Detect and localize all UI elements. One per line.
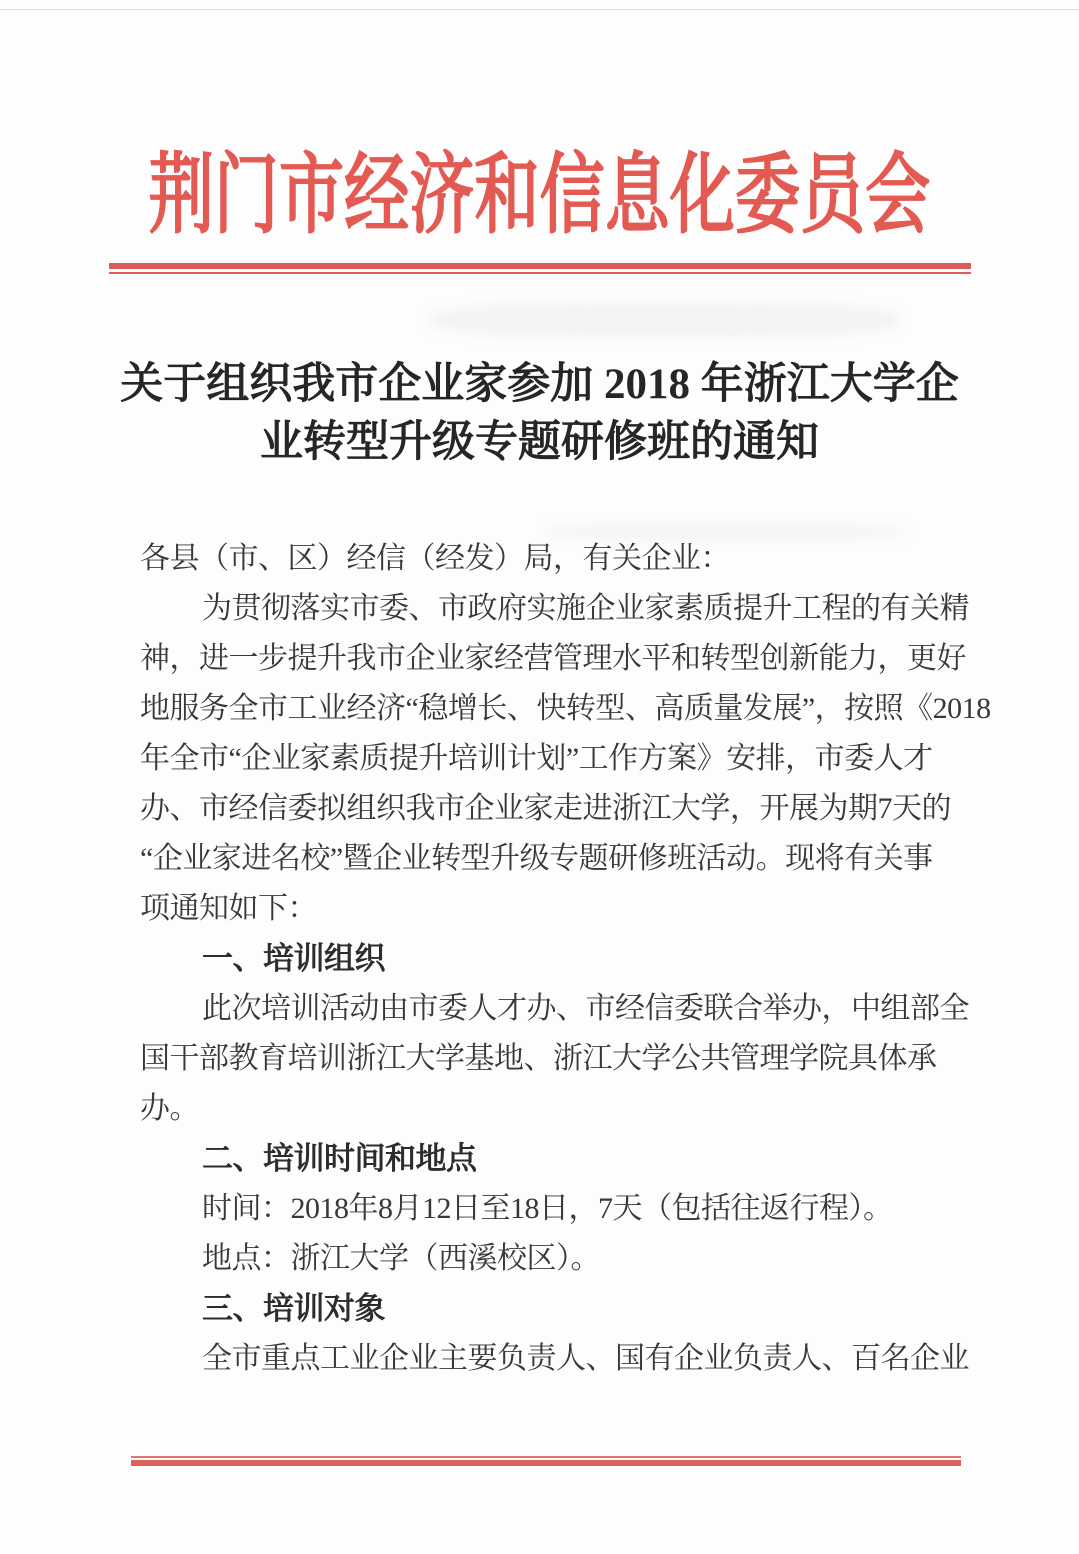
salutation: 各县（市、区）经信（经发）局，有关企业： — [140, 541, 730, 575]
intro-line: “企业家进名校”暨企业转型升级专题研修班活动。现将有关事 — [140, 841, 933, 875]
document-title-line2: 业转型升级专题研修班的通知 — [260, 418, 819, 466]
footer-rule-thick — [131, 1460, 961, 1466]
intro-line: 年全市“企业家素质提升培训计划”工作方案》安排，市委人才 — [140, 741, 933, 775]
section-1-line: 国干部教育培训浙江大学基地、浙江大学公共管理学院具体承 — [140, 1041, 937, 1075]
intro-line: 地服务全市工业经济“稳增长、快转型、高质量发展”，按照《2018 — [140, 691, 991, 725]
section-2-time-line: 时间：2018年8月12日至18日，7天（包括往返行程）。 — [202, 1191, 893, 1225]
document-title-line1: 关于组织我市企业家参加 2018 年浙江大学企 — [120, 360, 959, 408]
intro-line: 办、市经信委拟组织我市企业家走进浙江大学，开展为期7天的 — [140, 791, 951, 825]
letterhead-rule-thin — [109, 272, 971, 274]
section-2-place-line: 地点：浙江大学（西溪校区）。 — [202, 1241, 600, 1275]
scan-edge-line — [0, 9, 1079, 10]
section-heading-1: 一、培训组织 — [202, 940, 385, 976]
section-heading-3: 三、培训对象 — [202, 1290, 385, 1326]
section-1-line: 办。 — [140, 1091, 199, 1125]
agency-name: 荆门市经济和信息化委员会 — [148, 148, 931, 245]
footer-rule — [131, 1456, 961, 1466]
section-1-line: 此次培训活动由市委人才办、市经信委联合举办，中组部全 — [202, 991, 969, 1025]
intro-line: 为贯彻落实市委、市政府实施企业家素质提升工程的有关精 — [202, 591, 969, 625]
footer-rule-thin — [131, 1456, 961, 1458]
section-heading-2: 二、培训时间和地点 — [202, 1140, 477, 1176]
section-3-line: 全市重点工业企业主要负责人、国有企业负责人、百名企业 — [202, 1341, 969, 1375]
scan-artifact — [545, 524, 905, 540]
document-title — [0, 356, 1079, 472]
letterhead-rule-thick — [109, 263, 971, 269]
scan-artifact — [430, 302, 900, 338]
letterhead-rule — [109, 263, 971, 274]
document-body — [140, 534, 991, 1384]
intro-line: 神，进一步提升我市企业家经营管理水平和转型创新能力，更好 — [140, 641, 966, 675]
intro-line: 项通知如下： — [140, 891, 317, 925]
letterhead — [0, 148, 1079, 274]
